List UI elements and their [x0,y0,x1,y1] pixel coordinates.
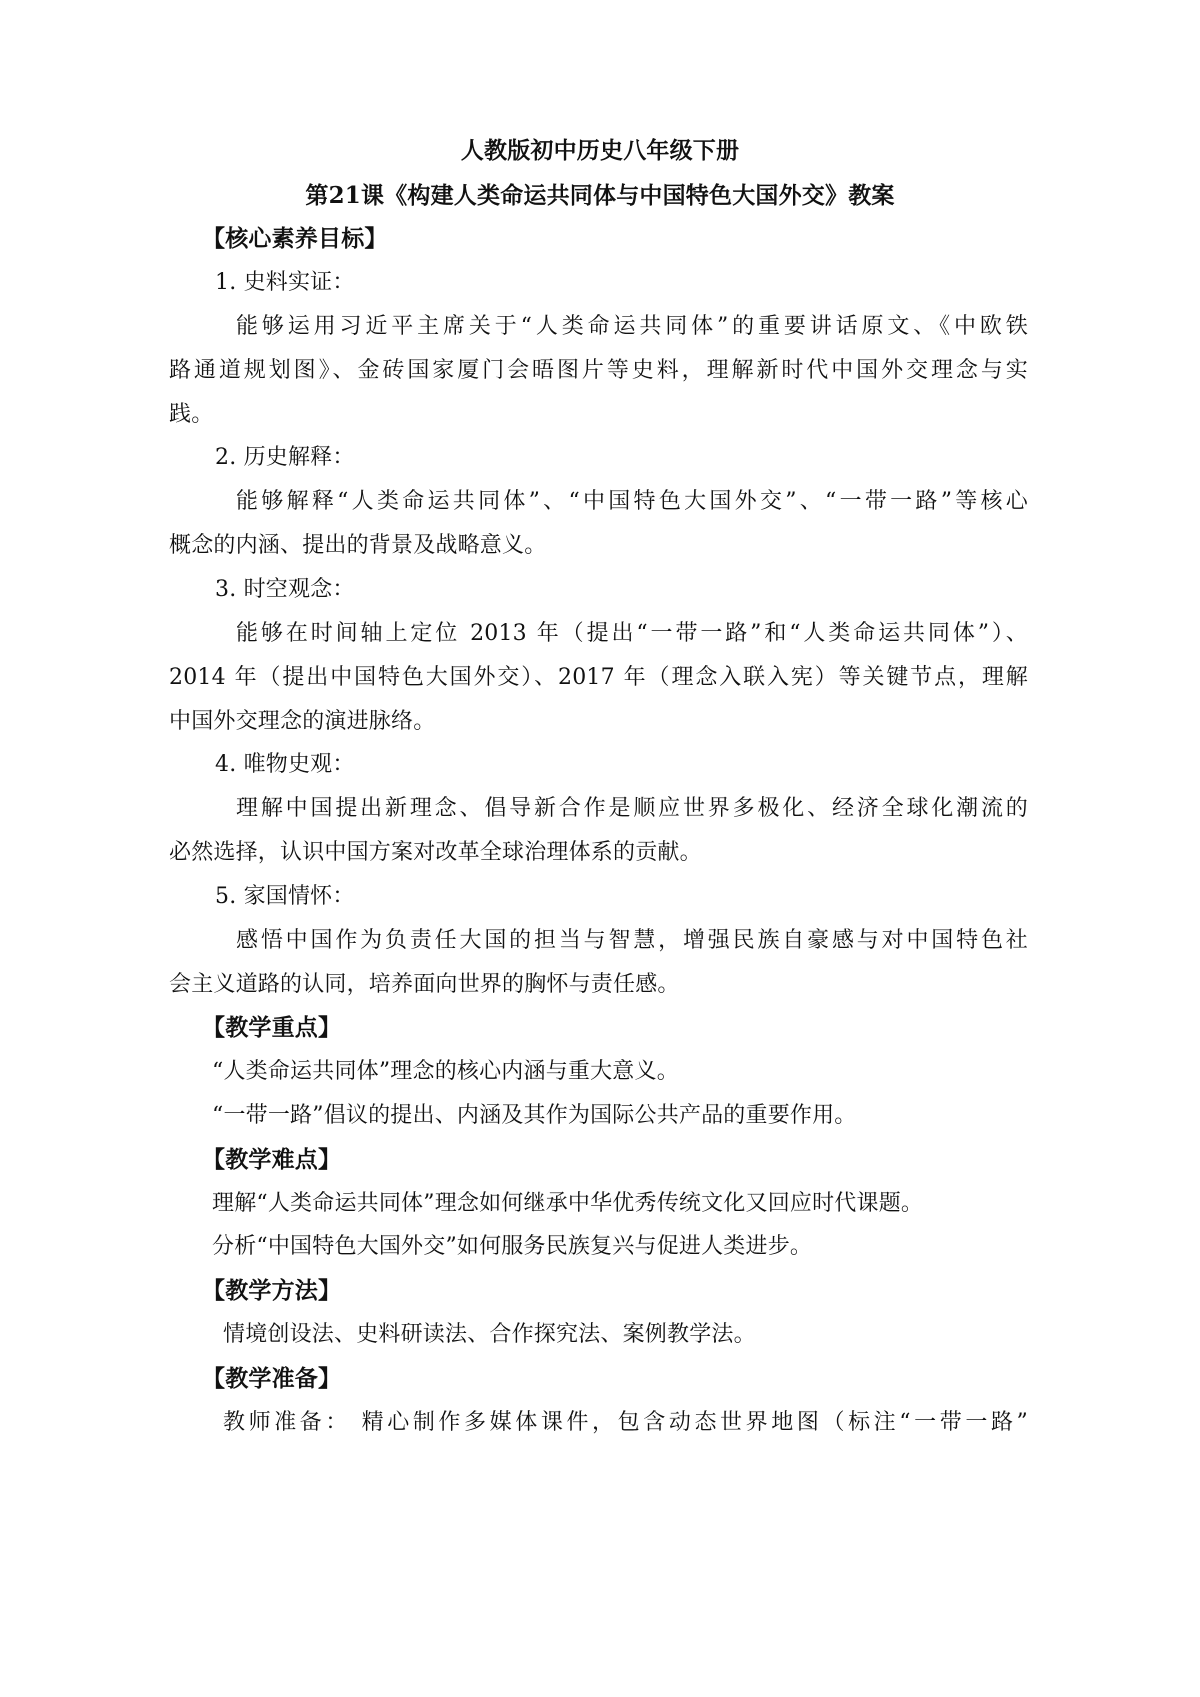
section-core-heading: 【核心素养目标】 [202,225,388,252]
item1-paragraph-line: 能够运用习近平主席关于“人类命运共同体”的重要讲话原文、《中欧铁 [236,314,1028,339]
item2-paragraph-line: 概念的内涵、提出的背景及战略意义。 [169,533,547,558]
item1-paragraph-line: 践。 [169,402,214,427]
section-method-heading: 【教学方法】 [202,1277,342,1304]
item4-paragraph-line: 必然选择，认识中国方案对改革全球治理体系的贡献。 [169,840,702,865]
key-point-line: “一带一路”倡议的提出、内涵及其作为国际公共产品的重要作用。 [212,1103,857,1128]
method-line: 情境创设法、史料研读法、合作探究法、案例教学法。 [223,1322,756,1347]
key-point-line: “人类命运共同体”理念的核心内涵与重大意义。 [212,1059,679,1084]
item2-label: 2. 历史解释： [215,445,355,470]
item1-label: 1. 史料实证： [215,270,355,295]
item3-paragraph-line: 中国外交理念的演进脉络。 [169,709,436,734]
doc-title-line1: 人教版初中历史八年级下册 [460,137,740,164]
item2-paragraph-line: 能够解释“人类命运共同体”、“中国特色大国外交”、“一带一路”等核心 [236,489,1028,514]
prep-line: 教师准备： 精心制作多媒体课件，包含动态世界地图（标注“一带一路” [223,1410,1028,1435]
item1-paragraph-line: 路通道规划图》、金砖国家厦门会晤图片等史料，理解新时代中国外交理念与实 [169,358,1028,383]
doc-title-line2: 第21课《构建人类命运共同体与中国特色大国外交》教案 [305,182,895,209]
item5-paragraph-line: 感悟中国作为负责任大国的担当与智慧，增强民族自豪感与对中国特色社 [236,928,1028,953]
item3-paragraph-line: 2014 年（提出中国特色大国外交）、2017 年（理念入联入宪）等关键节点，理解 [169,665,1028,690]
section-key-heading: 【教学重点】 [202,1014,342,1041]
item5-label: 5. 家国情怀： [215,884,355,909]
section-difficult-heading: 【教学难点】 [202,1146,342,1173]
difficult-point-line: 理解“人类命运共同体”理念如何继承中华优秀传统文化又回应时代课题。 [212,1191,924,1216]
difficult-point-line: 分析“中国特色大国外交”如何服务民族复兴与促进人类进步。 [212,1234,813,1259]
item4-label: 4. 唯物史观： [215,752,355,777]
section-prep-heading: 【教学准备】 [202,1365,342,1392]
item4-paragraph-line: 理解中国提出新理念、倡导新合作是顺应世界多极化、经济全球化潮流的 [236,796,1028,821]
item3-paragraph-line: 能够在时间轴上定位 2013 年（提出“一带一路”和“人类命运共同体”）、 [236,621,1028,646]
item5-paragraph-line: 会主义道路的认同，培养面向世界的胸怀与责任感。 [169,972,680,997]
item3-label: 3. 时空观念： [215,577,355,602]
